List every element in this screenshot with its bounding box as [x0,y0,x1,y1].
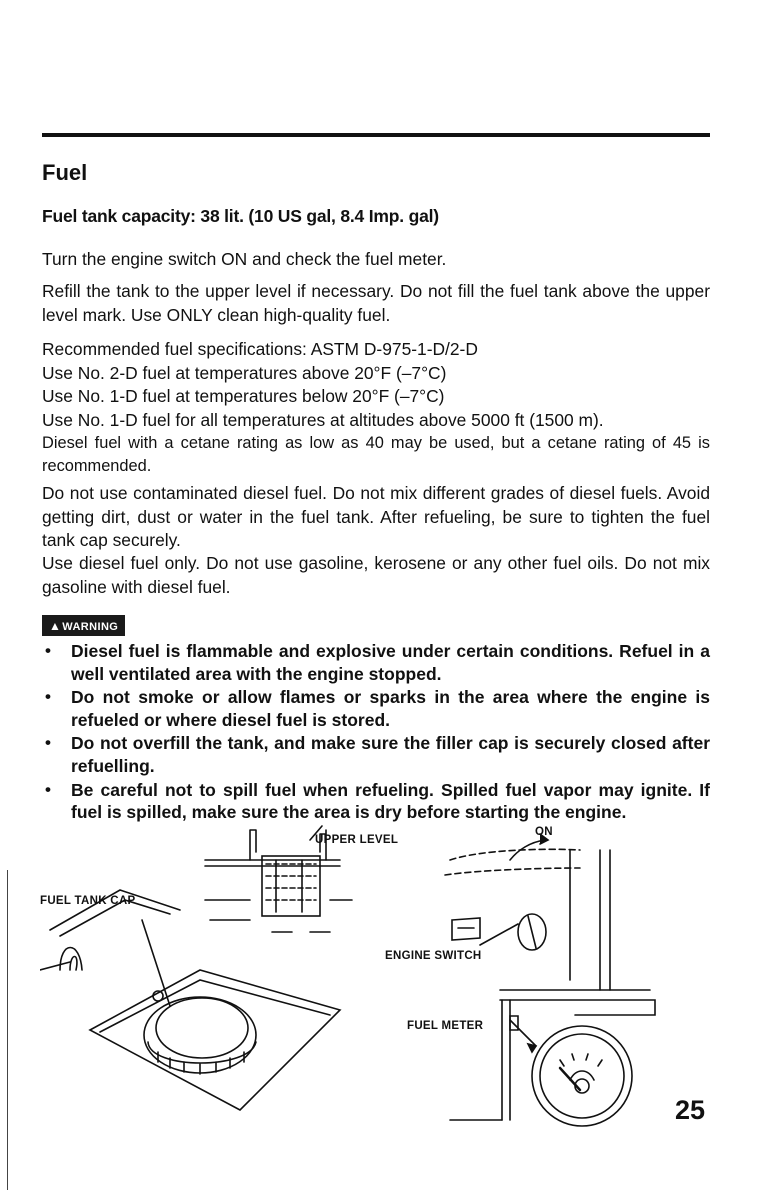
paragraph-cetane: Diesel fuel with a cetane rating as low as 40 may be used, but a cetane rating of 45 is recommended. [42,434,710,475]
warning-item: • Do not smoke or allow flames or sparks in the area where the engine is refueled or where diesel fuel is stored. [42,686,710,731]
top-rule [42,133,710,137]
upper-level-label: UPPER LEVEL [315,834,399,846]
page-number: 25 [675,1095,706,1125]
spec-line: Recommended fuel specifications: ASTM D-975-1-D/2-D [42,339,478,359]
warning-item: • Be careful not to spill fuel when refueling. Spilled fuel vapor may ignite. If fuel is spilled, make sure the area is dry before starting the engine. [42,779,710,824]
on-label: ON [535,826,553,838]
section-title: Fuel [42,160,88,185]
spec-line: Use No. 2-D fuel at temperatures above 20°F (–7°C) [42,362,447,383]
fuel-specifications [42,338,710,432]
spec-line: Use No. 1-D fuel for all temperatures at altitudes above 5000 ft (1500 m). [42,409,604,430]
fuel-capacity: Fuel tank capacity: 38 lit. (10 US gal, 8.4 Imp. gal) [42,206,439,226]
fuel-meter-label: FUEL METER [407,1020,484,1032]
fuel-illustration [40,820,680,1130]
paragraph-refill: Refill the tank to the upper level if necessary. Do not fill the fuel tank above the upper level mark. Use ONLY clean high-quality fuel. [42,281,710,325]
warning-item: • Do not overfill the tank, and make sure the filler cap is securely closed after refuelling. [42,732,710,777]
warning-triangle-icon: ▲ [49,619,62,633]
spec-line: Use No. 1-D fuel at temperatures below 20°F (–7°C) [42,386,445,406]
warning-list [42,640,710,825]
paragraph-contaminated: Do not use contaminated diesel fuel. Do not mix different grades of diesel fuels. Avoid getting dirt, dust or water in the fuel tank. After refueling, be sure to tighten the fuel tank cap securely. [42,483,710,550]
warning-item: • Diesel fuel is flammable and explosive under certain conditions. Refuel in a well ventilated area with the engine stopped. [42,640,710,685]
warning-badge: ▲WARNING [42,615,125,636]
margin-line [7,870,8,1190]
fuel-tank-cap-label: FUEL TANK CAP [40,895,136,907]
paragraph-diesel-only: Use diesel fuel only. Do not use gasoline, kerosene or any other fuel oils. Do not mix gasoline with diesel fuel. [42,553,710,597]
illustration-drawing [40,820,680,1130]
paragraph-check-fuel: Turn the engine switch ON and check the fuel meter. [42,249,447,269]
engine-switch-label: ENGINE SWITCH [385,950,482,962]
